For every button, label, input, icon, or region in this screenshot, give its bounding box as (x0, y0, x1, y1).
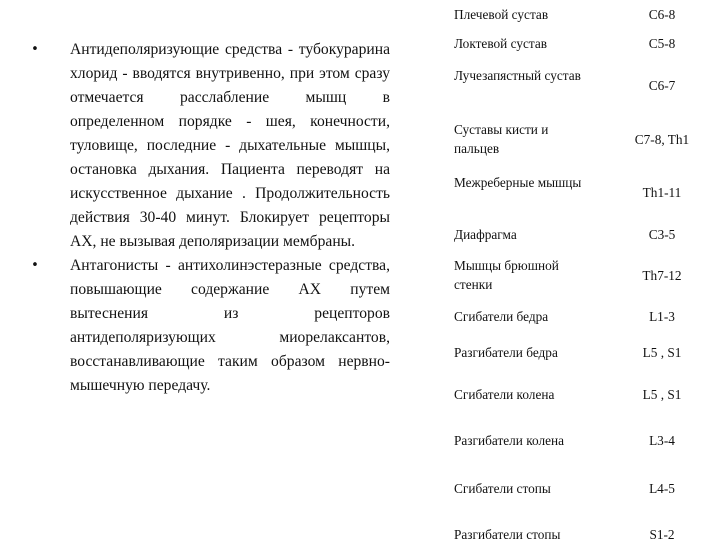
segments: L5 , S1 (642, 345, 682, 360)
muscle-name: Мышцы брюшной стенки (454, 258, 559, 292)
bullet-text: Антагонисты - антихолинэстеразные средства, повышающие содержание АХ путем вытеснения из рецепторов антидеполяризующих миорелаксантов, восстанавливающие таким образом нервно-мышечную передачу. (70, 257, 390, 394)
segments: C6-8 (648, 7, 676, 22)
muscle-name: Сгибатели бедра (454, 309, 549, 324)
muscle-name: Суставы кисти и пальцев (454, 122, 549, 156)
muscle-name: Межреберные мышцы (454, 175, 582, 190)
bullet-item (28, 38, 390, 254)
muscle-name: Разгибатели колена (454, 433, 565, 448)
bullet-text: Антидеполяризующие средства - тубокурарина хлорид - вводятся внутривенно, при этом сразу отмечается расслабление мышц в определенном порядке - шея, конечности, туловище, последние - дыхательные мышцы, остановка дыхания. Пациента переводят на искусственное дыхание . Продолжительность действия 30-40 минут. Блокирует рецепторы АХ, не вызывая деполяризации мембраны. (70, 41, 390, 250)
segments: Th1-11 (642, 185, 682, 200)
muscle-name: Лучезапястный сустав (454, 68, 581, 83)
muscle-name: Сгибатели колена (454, 387, 555, 402)
muscle-name: Разгибатели стопы (454, 527, 561, 542)
bullet-dot-icon: • (31, 42, 39, 57)
bullet-list (28, 38, 390, 398)
segments: Th7-12 (642, 268, 682, 283)
muscle-name: Сгибатели стопы (454, 481, 551, 496)
muscle-name: Разгибатели бедра (454, 345, 558, 360)
segments: S1-2 (649, 527, 675, 542)
segments: L5 , S1 (642, 387, 682, 402)
bullet-dot-icon: • (31, 258, 39, 273)
segments: C6-7 (648, 78, 676, 93)
segments: C5-8 (648, 36, 676, 51)
segments: L4-5 (649, 481, 675, 496)
muscle-name: Локтевой сустав (454, 36, 548, 51)
muscle-name: Диафрагма (454, 227, 517, 242)
bullet-item (28, 254, 390, 398)
segments: C7-8, Th1 (634, 132, 690, 147)
segments: L3-4 (649, 433, 675, 448)
muscle-name: Плечевой сустав (454, 7, 549, 22)
segments: L1-3 (649, 309, 675, 324)
segments: C3-5 (648, 227, 676, 242)
